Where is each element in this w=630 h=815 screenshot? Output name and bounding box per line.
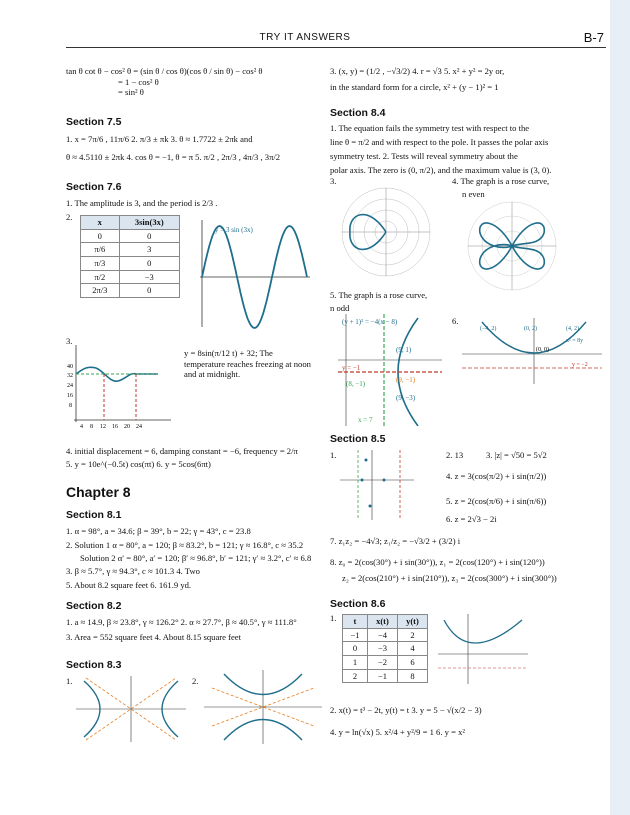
polar-rose-graph xyxy=(462,198,562,294)
table-cell: 2 xyxy=(343,669,368,683)
point-label: (9, 1) xyxy=(396,346,412,354)
tick-label: 8 xyxy=(69,403,72,409)
s86-value-table xyxy=(342,614,428,683)
section-7-5-title: Section 7.5 xyxy=(66,116,122,128)
hyperbola-graph-1 xyxy=(76,676,186,742)
point xyxy=(365,459,368,462)
s85-item8a: 8. z₀ = 2(cos(30°) + i sin(30°)), z₁ = 2(cos(120°) + i sin(120°)) xyxy=(330,557,545,567)
s85-item4: 4. z = 3(cos(π/2) + i sin(π/2)) xyxy=(446,471,547,481)
table-cell: 4 xyxy=(397,642,427,656)
table-cell: −3 xyxy=(367,642,397,656)
table-cell: −1 xyxy=(343,628,368,642)
tick-label: 32 xyxy=(67,373,73,379)
header-title: TRY IT ANSWERS xyxy=(259,32,351,43)
section-8-4-title: Section 8.4 xyxy=(330,107,386,119)
point-label: (8, −1) xyxy=(346,380,366,388)
s85-item7: 7. z₁z₂ = −4√3; z₁/z₂ = −√3/2 + (3/2) i xyxy=(330,536,461,546)
parametric-graph xyxy=(438,614,528,684)
table-row xyxy=(81,256,180,270)
s82-line1: 1. a ≈ 14.9, β ≈ 23.8°, γ ≈ 126.2° 2. α ≈ 27.7°, β ≈ 40.5°, γ ≈ 111.8° xyxy=(66,617,297,627)
s84-item6-num: 6. xyxy=(452,316,459,326)
table-row xyxy=(81,229,180,243)
tick-label: 24 xyxy=(67,383,73,389)
tick-label: 12 xyxy=(100,424,106,430)
table-row xyxy=(343,628,428,642)
table-cell: 0 xyxy=(119,229,179,243)
s76-item2-num: 2. xyxy=(66,212,73,222)
s84-line1: 1. The equation fails the symmetry test with respect to the xyxy=(330,123,530,133)
tick-label: 16 xyxy=(112,424,118,430)
section-8-3-title: Section 8.3 xyxy=(66,659,122,671)
item-5-identity xyxy=(66,66,316,98)
s84-item5b: n odd xyxy=(330,303,350,313)
line-label: y = −1 xyxy=(342,364,361,372)
s81-line5: 5. About 8.2 square feet 6. 161.9 yd. xyxy=(66,580,192,590)
s76-item3-num: 3. xyxy=(66,336,73,346)
table-cell: 6 xyxy=(397,655,427,669)
line-label: x = 7 xyxy=(358,416,373,424)
s83-item1-num: 1. xyxy=(66,676,73,686)
s82-line2: 3. Area = 552 square feet 4. About 8.15 square feet xyxy=(66,632,241,642)
s85-item5: 5. z = 2(cos(π/6) + i sin(π/6)) xyxy=(446,496,547,506)
tick-label: 40 xyxy=(67,364,73,370)
table-cell: 0 xyxy=(119,256,179,270)
s75-line1: 1. x = 7π/6 , 11π/6 2. π/3 ± πk 3. θ ≈ 1.7722 ± 2πk and xyxy=(66,134,253,144)
table-row xyxy=(343,669,428,683)
page-header xyxy=(0,32,610,46)
s84-item5: 5. The graph is a rose curve, xyxy=(330,290,428,300)
s83-item2-num: 2. xyxy=(192,676,199,686)
s81-line2: 2. Solution 1 α = 80°, a = 120; β ≈ 83.2°, b = 121; γ ≈ 16.8°, c ≈ 35.2 xyxy=(66,540,304,550)
table-cell: 0 xyxy=(119,284,179,298)
table-cell: −2 xyxy=(367,655,397,669)
table-row xyxy=(81,243,180,257)
table-row xyxy=(343,642,428,656)
s76-line5: 5. y = 10e^(−0.5t) cos(πt) 6. y = 5cos(6πt) xyxy=(66,459,211,469)
s84-item3-num: 3. xyxy=(330,176,337,186)
table-cell: 8 xyxy=(397,669,427,683)
s84-line4: polar axis. The zero is (0, π/2), and the maximum value is (3, 0). xyxy=(330,165,552,175)
point xyxy=(369,505,372,508)
tick-label: 4 xyxy=(80,424,83,430)
equation-label: x² = 8y xyxy=(566,338,584,344)
tick-label: 24 xyxy=(136,424,142,430)
graph-label: y = 3 sin (3x) xyxy=(215,226,253,234)
table-row xyxy=(81,284,180,298)
s76-line1: 1. The amplitude is 3, and the period is 2/3 . xyxy=(66,198,218,208)
table-cell: −1 xyxy=(367,669,397,683)
point-label: (−4, 2) xyxy=(480,326,497,332)
section-8-2-title: Section 8.2 xyxy=(66,600,122,612)
table-header: t xyxy=(343,615,368,629)
s76-item3-formula: y = 8sin(π/12 t) + 32; The temperature reaches freezing at noon and at midnight. xyxy=(184,348,311,380)
section-8-1-title: Section 8.1 xyxy=(66,509,122,521)
s85-item3: 3. |z| = √50 = 5√2 xyxy=(486,450,547,460)
s86-line2: 2. x(t) = t³ − 2t, y(t) = t 3. y = 5 − √(x/2 − 3) xyxy=(330,705,482,715)
point xyxy=(383,479,386,482)
table-cell: 0 xyxy=(81,229,120,243)
s84-item4: 4. The graph is a rose curve, xyxy=(452,176,550,186)
point-label: (0, 0) xyxy=(536,347,549,353)
s81-line4: 3. β ≈ 5.7°, γ ≈ 94.3°, c ≈ 101.3 4. Two xyxy=(66,566,200,576)
point-label: (0, 2) xyxy=(524,326,537,332)
table-cell: π/3 xyxy=(81,256,120,270)
table-cell: π/2 xyxy=(81,270,120,284)
s76-line4: 4. initial displacement = 6, damping constant = −6, frequency = 2/π xyxy=(66,446,298,456)
s81-line3: Solution 2 α′ = 80°, a′ = 120; β′ ≈ 96.8°, b′ = 121; γ′ ≈ 3.2°, c′ ≈ 6.8 xyxy=(80,553,312,563)
temperature-graph xyxy=(66,340,176,432)
complex-plane-graph xyxy=(340,450,414,520)
item5-line1: tan θ cot θ − cos² θ = (sin θ / cos θ)(cos θ / sin θ) − cos² θ xyxy=(66,66,263,76)
table-cell: 3 xyxy=(119,243,179,257)
header-rule xyxy=(66,47,606,48)
table-cell: −4 xyxy=(367,628,397,642)
table-header: x xyxy=(81,216,120,230)
upward-parabola-graph xyxy=(462,318,602,384)
page-number: B-7 xyxy=(583,30,604,45)
s85-item1-num: 1. xyxy=(330,450,337,460)
s76-value-table xyxy=(80,215,180,298)
s86-item1-num: 1. xyxy=(330,613,337,623)
table-cell: 2π/3 xyxy=(81,284,120,298)
s75-line2: θ ≈ 4.5110 ± 2πk 4. cos θ = −1, θ = π 5. π/2 , 2π/3 , 4π/3 , 3π/2 xyxy=(66,152,281,162)
item5-line3: = sin² θ xyxy=(118,87,144,98)
s81-line1: 1. α = 98°, a = 34.6; β = 39°, b = 22; γ = 43°, c = 23.8 xyxy=(66,526,251,536)
table-cell: 2 xyxy=(397,628,427,642)
table-row xyxy=(81,270,180,284)
table-header: x(t) xyxy=(367,615,397,629)
sine-graph xyxy=(185,215,315,330)
tick-label: 8 xyxy=(90,424,93,430)
line-label: y = −2 xyxy=(572,362,588,368)
s85-item8b: z₂ = 2(cos(210°) + i sin(210°)), z₃ = 2(cos(300°) + i sin(300°)) xyxy=(342,573,557,583)
section-8-6-title: Section 8.6 xyxy=(330,598,386,610)
s85-item2: 2. 13 xyxy=(446,450,464,460)
table-cell: π/6 xyxy=(81,243,120,257)
table-cell: −3 xyxy=(119,270,179,284)
r-line3b: in the standard form for a circle, x² + (y − 1)² = 1 xyxy=(330,82,499,92)
polar-cardioid-graph xyxy=(338,184,434,280)
parabola-graph xyxy=(338,314,442,426)
tick-label: 20 xyxy=(124,424,130,430)
point-label: (4, 2) xyxy=(566,326,579,332)
s84-item4b: n even xyxy=(462,189,485,199)
point xyxy=(361,479,364,482)
s84-line2: line θ = π/2 and with respect to the pole. It passes the polar axis xyxy=(330,137,549,147)
point-label: (9, −1) xyxy=(396,376,416,384)
tick-label: 16 xyxy=(67,393,73,399)
table-cell: 0 xyxy=(343,642,368,656)
r-line3: 3. (x, y) = (1/2 , −√3/2) 4. r = √3 5. x² + y² = 2y or, xyxy=(330,66,505,76)
right-margin-strip xyxy=(610,0,630,815)
table-cell: 1 xyxy=(343,655,368,669)
hyperbola-graph-2 xyxy=(204,670,322,744)
section-8-5-title: Section 8.5 xyxy=(330,433,386,445)
chapter-8-title: Chapter 8 xyxy=(66,484,131,500)
table-header: 3sin(3x) xyxy=(119,216,179,230)
s85-item6: 6. z = 2√3 − 2i xyxy=(446,514,497,524)
s84-line3: symmetry test. 2. Tests will reveal symmetry about the xyxy=(330,151,518,161)
item5-line2: = 1 − cos² θ xyxy=(118,76,159,87)
section-7-6-title: Section 7.6 xyxy=(66,181,122,193)
s86-line4: 4. y = ln(√x) 5. x²/4 + y²/9 = 1 6. y = x² xyxy=(330,727,465,737)
table-header: y(t) xyxy=(397,615,427,629)
table-row xyxy=(343,655,428,669)
point-label: (9, −3) xyxy=(396,394,416,402)
parametric-curve xyxy=(444,620,522,643)
parabola-label: (y + 1)² = −4(x − 8) xyxy=(342,318,398,326)
